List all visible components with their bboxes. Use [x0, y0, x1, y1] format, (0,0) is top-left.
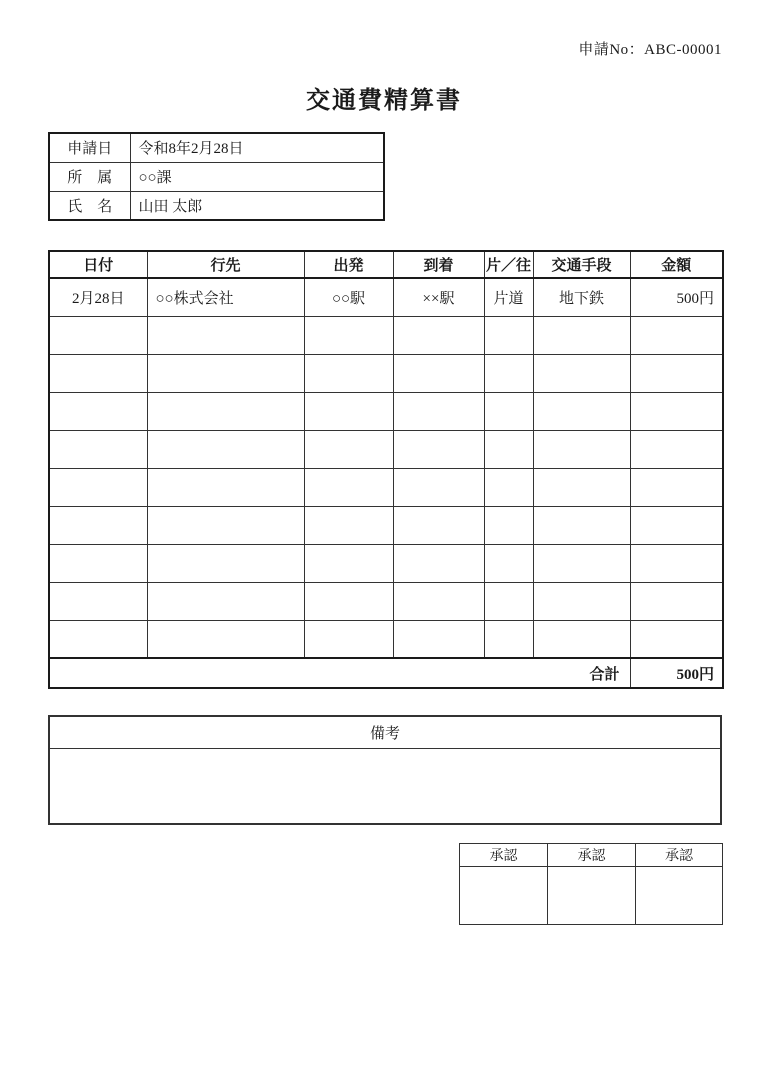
- expense-cell-departure: [304, 430, 393, 468]
- expense-cell-amount: [630, 316, 723, 354]
- application-date-value: 令和8年2月28日: [130, 133, 384, 162]
- expense-cell-destination: [147, 354, 304, 392]
- expense-cell-arrival: [393, 430, 484, 468]
- remarks-content: [49, 748, 721, 824]
- expense-cell-departure: ○○駅: [304, 278, 393, 316]
- expense-cell-date: [49, 468, 147, 506]
- expense-cell-transport: [533, 392, 630, 430]
- expense-cell-destination: [147, 582, 304, 620]
- expense-cell-date: [49, 506, 147, 544]
- name-value: 山田 太郎: [130, 191, 384, 220]
- expense-cell-amount: 500円: [630, 278, 723, 316]
- expense-cell-amount: [630, 430, 723, 468]
- expense-cell-amount: [630, 392, 723, 430]
- expense-row: [49, 468, 723, 506]
- expense-cell-destination: [147, 468, 304, 506]
- expense-cell-trip-type: [484, 392, 533, 430]
- expense-cell-destination: [147, 392, 304, 430]
- expense-cell-destination: ○○株式会社: [147, 278, 304, 316]
- col-header-trip-type: 片／往: [484, 251, 533, 278]
- expense-cell-date: [49, 582, 147, 620]
- expense-cell-trip-type: [484, 582, 533, 620]
- expense-cell-date: 2月28日: [49, 278, 147, 316]
- approval-table: [459, 843, 723, 925]
- approval-header-3: 承認: [636, 844, 723, 867]
- expense-cell-trip-type: [484, 544, 533, 582]
- application-number: 申請No：ABC-00001: [578, 42, 722, 58]
- expense-cell-destination: [147, 544, 304, 582]
- expense-cell-transport: 地下鉄: [533, 278, 630, 316]
- approval-stamp-row: [460, 867, 723, 925]
- col-header-departure: 出発: [304, 251, 393, 278]
- expense-row: [49, 354, 723, 392]
- expense-cell-trip-type: [484, 506, 533, 544]
- expense-cell-transport: [533, 354, 630, 392]
- expense-cell-transport: [533, 544, 630, 582]
- expense-cell-departure: [304, 620, 393, 658]
- expense-cell-arrival: [393, 506, 484, 544]
- expense-cell-trip-type: [484, 316, 533, 354]
- expense-cell-trip-type: [484, 430, 533, 468]
- remarks-body-row: [49, 748, 721, 824]
- total-label: 合計: [49, 658, 630, 688]
- col-header-amount: 金額: [630, 251, 723, 278]
- remarks-section: [48, 715, 722, 825]
- expense-cell-arrival: [393, 620, 484, 658]
- expense-cell-amount: [630, 468, 723, 506]
- expense-cell-amount: [630, 544, 723, 582]
- expense-cell-transport: [533, 620, 630, 658]
- expense-cell-transport: [533, 468, 630, 506]
- approval-header-2: 承認: [548, 844, 636, 867]
- expense-cell-transport: [533, 582, 630, 620]
- expense-cell-destination: [147, 620, 304, 658]
- name-label: 氏 名: [49, 191, 130, 220]
- expense-cell-transport: [533, 506, 630, 544]
- approval-stamp-cell-3: [636, 867, 723, 925]
- expense-row: [49, 582, 723, 620]
- expense-cell-transport: [533, 430, 630, 468]
- department-label: 所 属: [49, 162, 130, 191]
- expense-row: [49, 392, 723, 430]
- expense-cell-date: [49, 430, 147, 468]
- expense-cell-date: [49, 316, 147, 354]
- expense-cell-amount: [630, 354, 723, 392]
- expense-cell-destination: [147, 430, 304, 468]
- expense-cell-arrival: [393, 544, 484, 582]
- info-row-department: [49, 162, 384, 191]
- col-header-arrival: 到着: [393, 251, 484, 278]
- expense-header-row: [49, 251, 723, 278]
- expense-cell-amount: [630, 582, 723, 620]
- expense-cell-date: [49, 544, 147, 582]
- expense-cell-departure: [304, 468, 393, 506]
- col-header-transport: 交通手段: [533, 251, 630, 278]
- expense-row: [49, 620, 723, 658]
- applicant-info-table: [48, 132, 385, 221]
- form-title: 交通費精算書: [306, 88, 462, 114]
- approval-header-row: [460, 844, 723, 867]
- expense-row: [49, 430, 723, 468]
- expense-cell-departure: [304, 392, 393, 430]
- remarks-header: 備考: [49, 716, 721, 748]
- expense-cell-trip-type: [484, 468, 533, 506]
- expense-cell-trip-type: [484, 620, 533, 658]
- expense-cell-arrival: [393, 468, 484, 506]
- expense-cell-arrival: [393, 582, 484, 620]
- expense-cell-transport: [533, 316, 630, 354]
- col-header-date: 日付: [49, 251, 147, 278]
- expense-cell-amount: [630, 620, 723, 658]
- expense-cell-date: [49, 354, 147, 392]
- expense-cell-amount: [630, 506, 723, 544]
- expense-row: [49, 544, 723, 582]
- info-row-name: [49, 191, 384, 220]
- expense-cell-destination: [147, 316, 304, 354]
- expense-cell-trip-type: 片道: [484, 278, 533, 316]
- expense-cell-destination: [147, 506, 304, 544]
- expense-cell-departure: [304, 354, 393, 392]
- expense-cell-date: [49, 620, 147, 658]
- expense-cell-departure: [304, 506, 393, 544]
- expense-row: [49, 316, 723, 354]
- col-header-destination: 行先: [147, 251, 304, 278]
- expense-cell-arrival: [393, 354, 484, 392]
- remarks-header-row: [49, 716, 721, 748]
- info-row-application-date: [49, 133, 384, 162]
- expense-row: [49, 278, 723, 316]
- application-date-label: 申請日: [49, 133, 130, 162]
- approval-stamp-cell-1: [460, 867, 548, 925]
- expense-cell-arrival: [393, 316, 484, 354]
- expense-cell-departure: [304, 582, 393, 620]
- expense-cell-departure: [304, 544, 393, 582]
- approval-stamp-cell-2: [548, 867, 636, 925]
- expense-cell-arrival: [393, 392, 484, 430]
- approval-header-1: 承認: [460, 844, 548, 867]
- expense-cell-arrival: ××駅: [393, 278, 484, 316]
- total-amount: 500円: [630, 658, 723, 688]
- total-row: [49, 658, 723, 688]
- expense-table: [48, 250, 724, 689]
- expense-cell-trip-type: [484, 354, 533, 392]
- expense-cell-date: [49, 392, 147, 430]
- expense-row: [49, 506, 723, 544]
- expense-cell-departure: [304, 316, 393, 354]
- department-value: ○○課: [130, 162, 384, 191]
